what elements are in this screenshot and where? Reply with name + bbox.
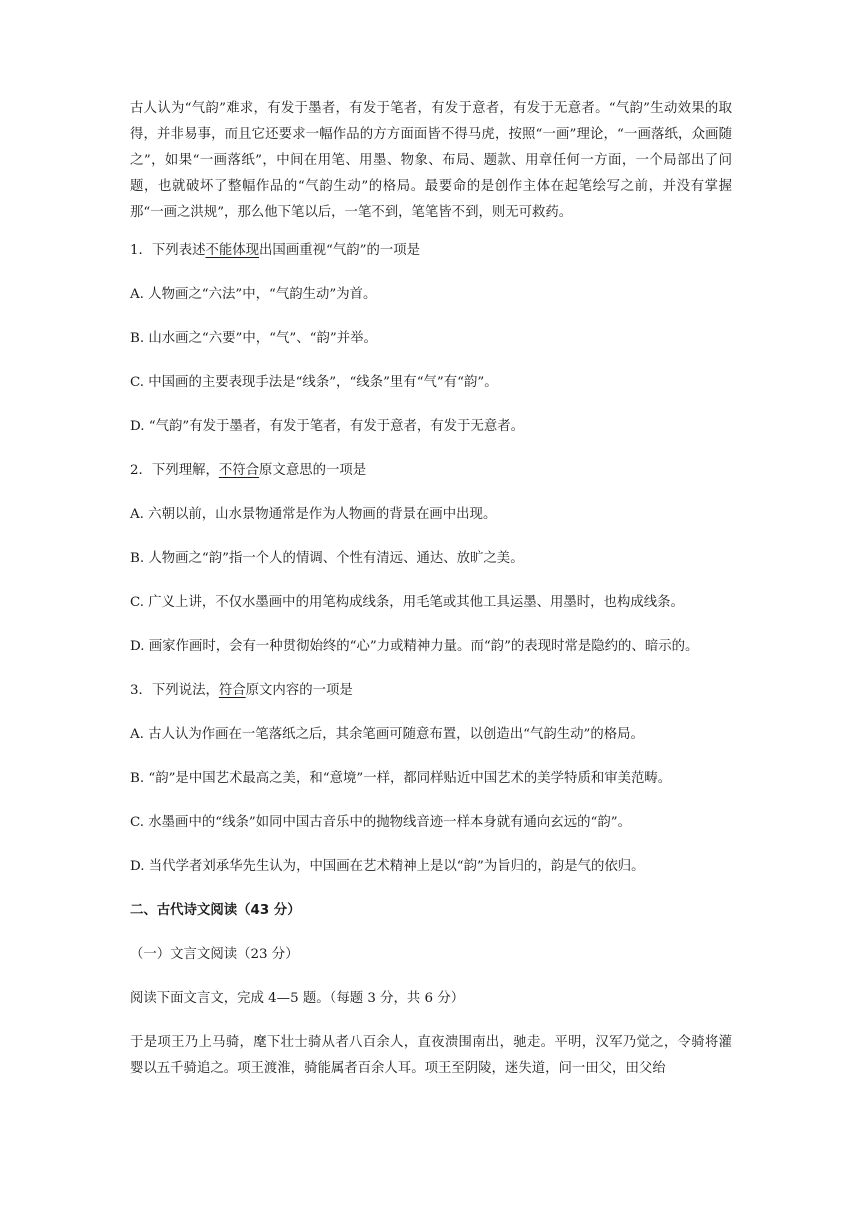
- section-2-passage: 于是项王乃上马骑，麾下壮士骑从者八百余人，直夜溃围南出，驰走。平明，汉军乃觉之，令骑将灌婴以五千骑追之。项王渡淮，骑能属者百余人耳。项王至阴陵，迷失道，问一田父，田父绐: [130, 1035, 732, 1076]
- question-2-option-c: C. 广义上讲，不仅水墨画中的用笔构成线条，用毛笔或其他工具运墨、用墨时，也构成线条。: [130, 595, 684, 610]
- section-2-subheading: （一）文言文阅读（23 分）: [130, 947, 299, 962]
- question-3-suffix: 原文内容的一项是: [245, 683, 353, 698]
- question-3: [130, 678, 732, 704]
- question-1-suffix: 出国画重视“气韵”的一项是: [259, 243, 421, 258]
- question-1-prefix: 1．下列表述: [130, 243, 206, 258]
- question-2-prefix: 2．下列理解，: [130, 463, 219, 478]
- question-3-option-d: D. 当代学者刘承华先生认为，中国画在艺术精神上是以“韵”为旨归的，韵是气的依归。: [130, 859, 645, 874]
- question-1-option-a: A. 人物画之“六法”中，“气韵生动”为首。: [130, 287, 377, 302]
- document-page: [130, 96, 732, 1094]
- section-2-heading: 二、古代诗文阅读（43 分）: [130, 903, 301, 918]
- question-1: [130, 238, 732, 264]
- section-2-instruction: 阅读下面文言文，完成 4—5 题。（每题 3 分，共 6 分）: [130, 991, 465, 1006]
- question-3-option-a: A. 古人认为作画在一笔落纸之后，其余笔画可随意布置，以创造出“气韵生动”的格局。: [130, 727, 644, 742]
- question-2-option-d: D. 画家作画时，会有一种贯彻始终的“心”力或精神力量。而“韵”的表现时常是隐约的、暗示的。: [130, 639, 699, 654]
- question-2: [130, 458, 732, 484]
- question-2-emphasis: 不符合: [218, 463, 260, 478]
- question-3-option-c: C. 水墨画中的“线条”如同中国古音乐中的抛物线音迹一样本身就有通向玄远的“韵”。: [130, 815, 631, 830]
- question-2-suffix: 原文意思的一项是: [259, 463, 367, 478]
- question-2-option-b: B. 人物画之“韵”指一个人的情调、个性有清远、通达、放旷之美。: [130, 551, 524, 566]
- question-2-option-a: A. 六朝以前，山水景物通常是作为人物画的背景在画中出现。: [130, 507, 497, 522]
- intro-paragraph: 古人认为“气韵”难求，有发于墨者，有发于笔者，有发于意者，有发于无意者。“气韵”生动效果的取得，并非易事，而且它还要求一幅作品的方方面面皆不得马虎，按照“一画”理论，“一画落纸，众画随之”，如果“一画落纸”，中间在用笔、用墨、物象、布局、题款、用章任何一方面，一个局部出了问题，也就破坏了整幅作品的“气韵生动”的格局。最要命的是创作主体在起笔绘写之前，并没有掌握那“一画之洪规”，那么他下笔以后，一笔不到，笔笔皆不到，则无可救药。: [130, 101, 732, 220]
- question-3-emphasis: 符合: [218, 683, 246, 698]
- question-3-option-b: B. “韵”是中国艺术最高之美，和“意境”一样，都同样贴近中国艺术的美学特质和审美范畴。: [130, 771, 672, 786]
- question-1-option-b: B. 山水画之“六要”中，“气”、“韵”并举。: [130, 331, 377, 346]
- question-1-option-c: C. 中国画的主要表现手法是“线条”，“线条”里有“气”有“韵”。: [130, 375, 498, 390]
- question-3-prefix: 3．下列说法，: [130, 683, 219, 698]
- question-1-emphasis: 不能体现: [205, 243, 260, 258]
- question-1-option-d: D. “气韵”有发于墨者，有发于笔者，有发于意者，有发于无意者。: [130, 419, 525, 434]
